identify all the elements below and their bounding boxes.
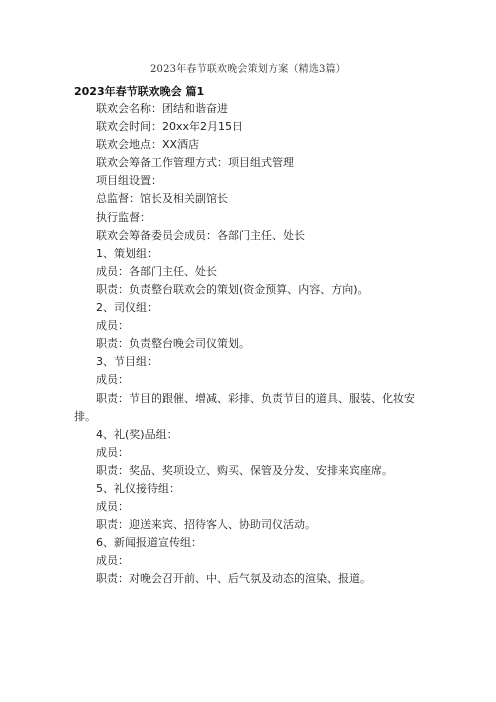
paragraph-line: 职责：奖品、奖项设立、购买、保管及分发、安排来宾座席。 bbox=[96, 463, 393, 477]
paragraph-line: 成员： bbox=[96, 500, 129, 514]
paragraph-line: 3、节目组： bbox=[96, 355, 158, 369]
paragraph-line: 联欢会筹备工作管理方式：项目组式管理 bbox=[96, 156, 294, 170]
paragraph-line: 项目组设置： bbox=[96, 174, 162, 188]
paragraph-line: 执行监督： bbox=[96, 210, 151, 224]
paragraph-line: 职责：迎送来宾、招待客人、协助司仪活动。 bbox=[96, 518, 316, 532]
page-header: 2023年春节联欢晚会策划方案（精选3篇） bbox=[149, 64, 346, 75]
paragraph-list bbox=[74, 100, 422, 589]
paragraph-line: 联欢会时间：20xx年2月15日 bbox=[96, 120, 244, 134]
paragraph-line: 5、礼仪接待组： bbox=[96, 481, 180, 495]
paragraph-line: 联欢会名称：团结和谐奋进 bbox=[96, 102, 228, 115]
paragraph-line: 成员： bbox=[96, 373, 129, 387]
paragraph-line: 总监督：馆长及相关副馆长 bbox=[96, 192, 228, 206]
paragraph-line: 成员： bbox=[96, 445, 129, 459]
paragraph-line: 联欢会地点：XX酒店 bbox=[96, 138, 200, 152]
paragraph-line: 职责：负责整台联欢会的策划(资金预算、内容、方向)。 bbox=[96, 282, 369, 296]
paragraph-line: 4、礼(奖)品组： bbox=[96, 427, 178, 441]
paragraph-line: 职责：节目的跟催、增减、彩排、负责节目的道具、服装、化妆安排。 bbox=[74, 391, 415, 423]
paragraph-line: 职责：负责整台晚会司仪策划。 bbox=[96, 337, 250, 351]
paragraph-line: 职责：对晚会召开前、中、后气氛及动态的渲染、报道。 bbox=[96, 572, 371, 586]
paragraph-line: 1、策划组： bbox=[96, 246, 158, 260]
document-body bbox=[74, 84, 422, 589]
paragraph-line: 2、司仪组： bbox=[96, 301, 158, 315]
section-title: 2023年春节联欢晚会 篇1 bbox=[74, 85, 205, 98]
paragraph-line: 成员： bbox=[96, 319, 129, 333]
paragraph-line: 成员：各部门主任、处长 bbox=[96, 264, 217, 278]
paragraph-line: 联欢会筹备委员会成员：各部门主任、处长 bbox=[96, 228, 305, 242]
paragraph-line: 成员： bbox=[96, 554, 129, 568]
paragraph-line: 6、新闻报道宣传组： bbox=[96, 536, 202, 550]
